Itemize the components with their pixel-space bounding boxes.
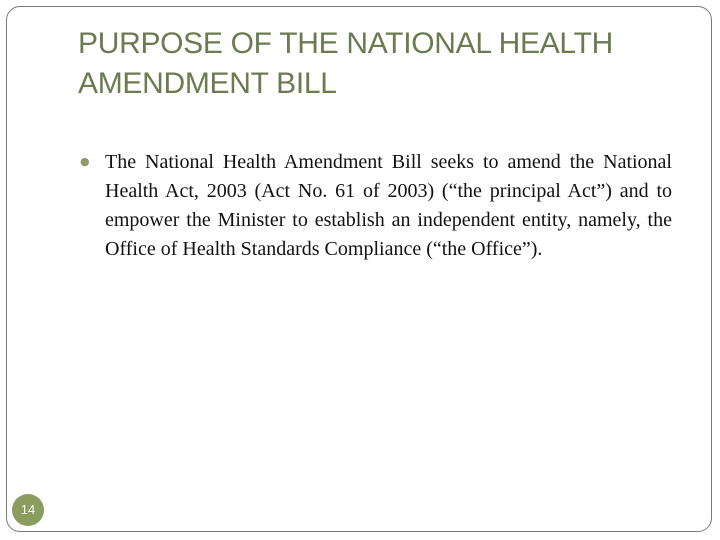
slide-title: PURPOSE OF THE NATIONAL HEALTH AMENDMENT BILL xyxy=(78,27,613,100)
page-number-badge: 14 xyxy=(12,494,44,526)
bullet-item xyxy=(80,148,672,264)
slide-body xyxy=(80,148,672,264)
bullet-text: The National Health Amendment Bill seeks to amend the National Health Act, 2003 (Act No. 61 of 2003) (“the principal Act”) and to empower the Minister to establish an independent entity, namely, the Office of Health Standards Compliance (“the Office”). xyxy=(105,151,672,260)
bullet-marker-icon: ● xyxy=(80,155,90,168)
